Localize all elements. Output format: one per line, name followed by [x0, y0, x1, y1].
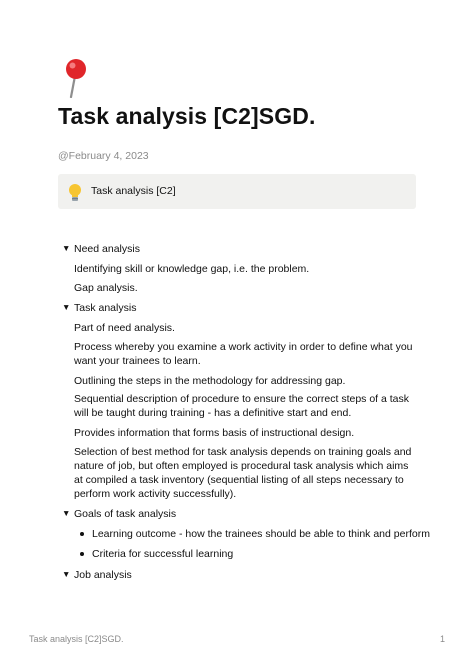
bullet-dot-icon [80, 552, 84, 556]
toggle-heading: Job analysis [74, 569, 132, 581]
page-title: Task analysis [C2]SGD. [58, 103, 316, 129]
paragraph: Part of need analysis. [74, 322, 175, 334]
toggle-triangle-icon[interactable]: ▼ [62, 569, 71, 579]
toggle-goals-of-task-analysis[interactable] [62, 508, 176, 520]
paragraph: Sequential description of procedure to ensure the correct steps of a task will be taught during training - has a definitive start and end. [74, 393, 410, 419]
toggle-triangle-icon[interactable]: ▼ [62, 243, 71, 253]
page-date: @February 4, 2023 [58, 150, 149, 162]
round-pushpin-icon [58, 58, 92, 98]
paragraph: Outlining the steps in the methodology for addressing gap. [74, 375, 346, 387]
toggle-task-analysis[interactable] [62, 302, 136, 314]
toggle-triangle-icon[interactable]: ▼ [62, 508, 71, 518]
paragraph: Identifying skill or knowledge gap, i.e. the problem. [74, 263, 310, 275]
toggle-triangle-icon[interactable]: ▼ [62, 302, 71, 312]
callout-block [58, 174, 416, 209]
paragraph: Selection of best method for task analysis depends on training goals and nature of job, but often employed is procedural task analysis which aims at compiled a task inventory (sequential listing of all steps necessary to perform work activity successfully). [74, 446, 412, 500]
toggle-heading: Need analysis [74, 243, 140, 255]
toggle-heading: Goals of task analysis [74, 508, 177, 520]
bullet-list-item [92, 548, 233, 560]
toggle-job-analysis[interactable] [62, 569, 132, 581]
footer-page-number: 1 [439, 634, 445, 644]
light-bulb-icon [68, 183, 82, 203]
bullet-list-item [92, 528, 430, 540]
bullet-text: Criteria for successful learning [92, 548, 234, 560]
callout-text: Task analysis [C2] [91, 185, 176, 197]
toggle-heading: Task analysis [74, 302, 137, 314]
paragraph: Process whereby you examine a work activity in order to define what you want your trainees to learn. [74, 341, 413, 367]
paragraph: Provides information that forms basis of instructional design. [74, 427, 355, 439]
bullet-dot-icon [80, 532, 84, 536]
toggle-need-analysis[interactable] [62, 243, 140, 255]
footer-title: Task analysis [C2]SGD. [29, 634, 124, 644]
paragraph: Gap analysis. [74, 282, 138, 294]
bullet-text: Learning outcome - how the trainees should be able to think and perform [92, 528, 430, 540]
